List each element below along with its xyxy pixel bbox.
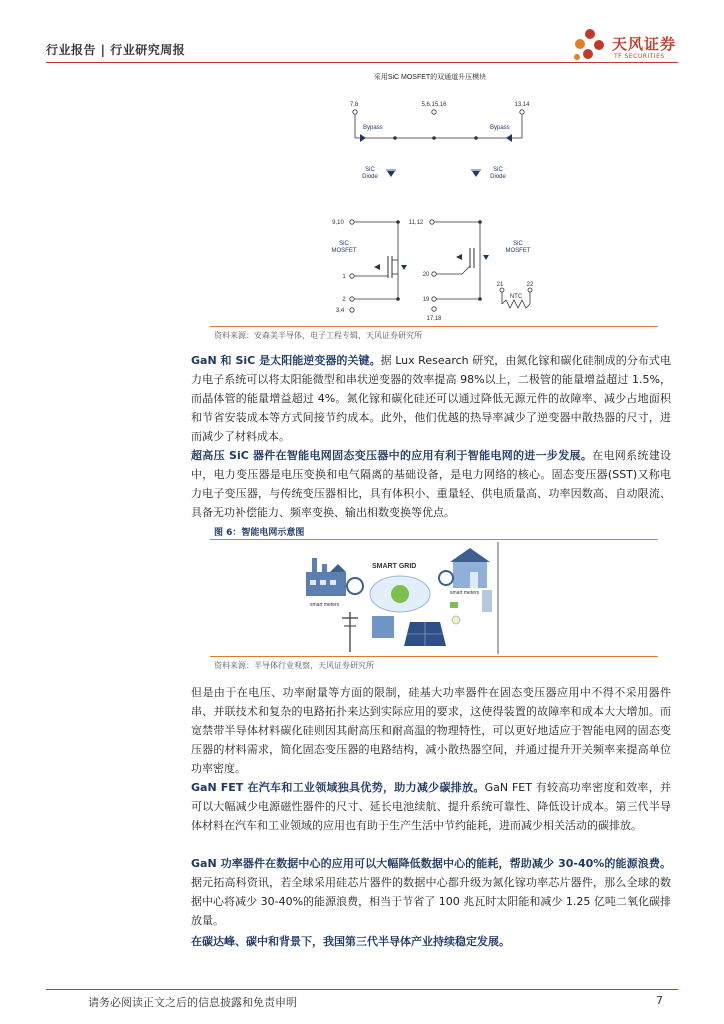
label-sic-mosfet-left-2: MOSFET <box>331 248 357 254</box>
footer-disclaimer: 请务必阅读正文之后的信息披露和免责申明 <box>88 996 297 1009</box>
label-sic-diode-right-2: Diode <box>490 174 506 180</box>
smart-meters-right-label: smart meters <box>450 590 480 596</box>
factory-icon <box>306 558 346 596</box>
figure6-rule <box>210 656 658 657</box>
paragraph-data-center-body: 据元拓高科资讯，若全球采用硅芯片器件的数据中心都升级为氮化镓功率芯片器件，那么全球的数据中心将减少 30-40%的能源浪费，相当于节省了 100 兆瓦时太阳能和减少 1.25 亿吨二氧化碳排放量。 <box>191 876 671 927</box>
label-20: 20 <box>422 272 430 278</box>
solar-panel-icon <box>404 622 446 646</box>
label-sic-diode-left-2: Diode <box>362 174 378 180</box>
label-22: 22 <box>526 282 534 288</box>
fridge-icon <box>482 590 492 612</box>
figure6-source: 资料来源：半导体行业观察，天风证券研究所 <box>214 661 374 670</box>
label-bypass-left: Bypass <box>363 125 383 131</box>
paragraph-data-center-lead: GaN 功率器件在数据中心的应用可以大幅降低数据中心的能耗，帮助减少 30-40%的能源浪费。 <box>191 857 671 870</box>
label-7-8: 7,8 <box>349 102 359 108</box>
brand-name-en: TF SECURITIES <box>614 53 665 60</box>
figure6-title: 图 6：智能电网示意图 <box>214 528 305 538</box>
brand-flower-icon <box>568 24 610 64</box>
label-2: 2 <box>342 297 346 303</box>
diagram-caption: 采用SiC MOSFET的双通道升压模块 <box>373 74 487 81</box>
paragraph-data-center <box>191 854 671 930</box>
battery-icon <box>450 602 458 608</box>
paragraph-carbon-neutral <box>191 932 671 951</box>
label-11-12: 11,12 <box>408 220 424 226</box>
report-type-title: 行业报告 | 行业研究周报 <box>46 43 186 57</box>
figure5-rule <box>210 326 658 327</box>
paragraph-smart-grid-lead: 超高压 SiC 器件在智能电网固态变压器中的应用有利于智能电网的进一步发展。 <box>191 449 593 462</box>
paragraph-sic-sst-body: 但是由于在电压、功率耐量等方面的限制，硅基大功率器件在固态变压器应用中不得不采用器件串、并联技术和复杂的电路拓扑来达到实际应用的要求，这使得装置的故障率和成本大大增加。而宽禁带半导体材料碳化硅则因其耐高压和耐高温的物理特性，可以更好地适应于智能电网的固态变压器的材料需求，简化固态变压器的电路结构，减小散热器空间，并通过提升开关频率来提高单位功率密度。 <box>191 686 671 775</box>
label-19: 19 <box>422 297 430 303</box>
label-3-4: 3,4 <box>335 308 345 314</box>
page-number: 7 <box>656 994 663 1007</box>
house-icon <box>450 548 490 588</box>
figure6-title-rule <box>210 539 658 540</box>
power-tower-icon <box>342 612 358 652</box>
paragraph-gan-fet-lead: GaN FET 在汽车和工业领域独具优势，助力减少碳排放。 <box>191 781 485 794</box>
paragraph-gan-fet <box>191 778 671 835</box>
label-ntc: NTC <box>509 294 523 300</box>
brand-name: 天风证券 <box>612 35 677 53</box>
label-sic-diode-right-1: SiC <box>493 167 503 173</box>
label-5-6-15-16: 5,6,15,16 <box>421 102 447 108</box>
paragraph-solar-inverter-lead: GaN 和 SiC 是太阳能逆变器的关键。 <box>191 354 381 367</box>
label-9-10: 9,10 <box>332 220 344 226</box>
grid-globe-icon <box>391 585 409 603</box>
label-sic-mosfet-right-1: SiC <box>513 241 523 247</box>
label-1: 1 <box>342 274 346 280</box>
figure5-source: 资料来源：安森美半导体，电子工程专辑，天风证券研究所 <box>214 331 422 340</box>
paragraph-solar-inverter-body: 据 Lux Research 研究，由氮化镓和碳化硅制成的分布式电力电子系统可以将太阳能微型和串状逆变器的效率提高 98%以上，二极管的能量增益超过 1.5%，而晶体管的能量增益超过 4%。氮化镓和碳化硅还可以通过降低无源元件的故障率、减少占地面积和节省安装成本等方式间接节约成本。此外，他们优越的热导率减少了逆变器中散热器的尺寸，进而减少了材料成本。 <box>191 354 671 443</box>
smart-meters-left-label: smart meters <box>310 602 340 608</box>
paragraph-solar-inverter <box>191 351 671 446</box>
paragraph-smart-grid-body: 在电网系统建设中，电力变压器是电压变换和电气隔离的基础设备，是电力网络的核心。固态变压器(SST)又称电力电子变压器，与传统变压器相比，具有体积小、重量轻、供电质量高、功率因数高、自动限流、具备无功补偿能力、频率变换、输出相数变换等优点。 <box>191 449 671 519</box>
label-17-18: 17,18 <box>426 316 442 322</box>
label-bypass-right: Bypass <box>490 125 510 131</box>
sic-mosfet-boost-module-diagram <box>300 68 560 324</box>
footer-rule <box>46 989 678 990</box>
label-21: 21 <box>496 282 504 288</box>
paragraph-sic-sst <box>191 683 671 778</box>
label-sic-diode-left-1: SiC <box>365 167 375 173</box>
label-13-14: 13,14 <box>514 102 530 108</box>
label-sic-mosfet-left-1: SiC <box>339 241 349 247</box>
header-rule <box>46 62 678 63</box>
smart-grid-label: SMART GRID <box>372 563 417 570</box>
brand-logo <box>568 24 698 64</box>
ev-charger-icon <box>372 616 394 638</box>
paragraph-gan-fet-body: GaN FET 有较高功率密度和效率，并可以大幅减少电源磁性器件的尺寸、延长电池续航、提升系统可靠性、降低设计成本。第三代半导体材料在汽车和工业领域的应用也有助于生产生活中节约能耗，进而减少相关活动的碳排放。 <box>191 781 671 832</box>
paragraph-carbon-neutral-lead: 在碳达峰、碳中和背景下，我国第三代半导体产业持续稳定发展。 <box>191 935 510 948</box>
meter-icon <box>347 578 363 594</box>
bulb-icon <box>452 616 460 624</box>
label-sic-mosfet-right-2: MOSFET <box>505 248 531 254</box>
paragraph-smart-grid <box>191 446 671 522</box>
smart-grid-illustration <box>300 542 500 654</box>
meter-icon-right <box>439 571 453 585</box>
